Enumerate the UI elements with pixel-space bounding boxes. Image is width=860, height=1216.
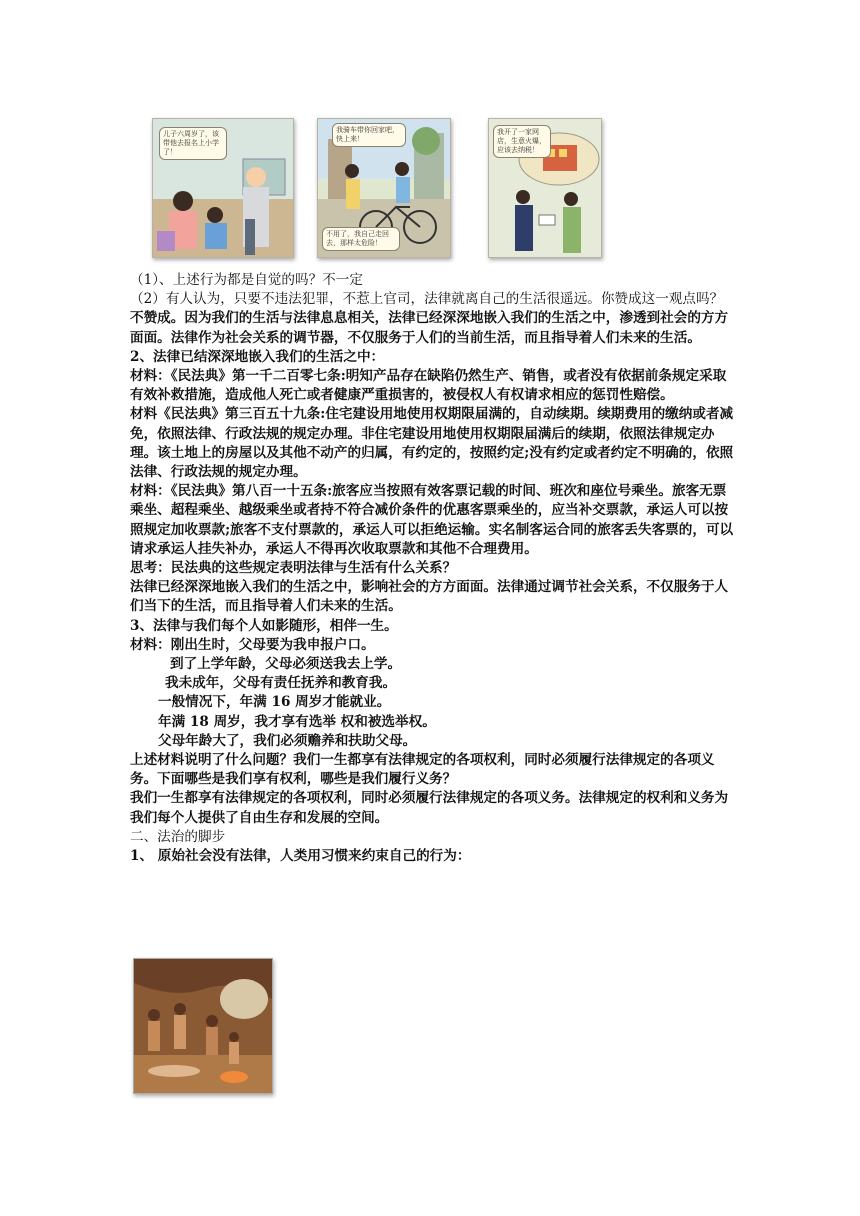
section-2-title: 2、法律已结深深地嵌入我们的生活之中： (130, 348, 385, 365)
primitive-society-image (133, 958, 273, 1094)
illustration-online-shop-tax (488, 118, 602, 258)
life-line-2: 到了上学年龄，父母必须送我去上学。 (170, 656, 402, 673)
section-3-question: 上述材料说明了什么问题？我们一生都享有法律规定的各项权利，同时必须履行法律规定的各项义务。下面哪些是我们享有权利，哪些是我们履行义务？ (130, 752, 715, 788)
life-line-1: 材料：刚出生时，父母要为我申报户口。 (130, 636, 375, 653)
think-question: 思考：民法典的这些规定表明法律与生活有什么关系？ (130, 560, 457, 577)
part-2-title: 二、法治的脚步 (130, 828, 226, 845)
material-1207: 材料：《民法典》第一千二百零七条:明知产品存在缺陷仍然生产、销售，或者没有依据前条规定采取有效补救措施，造成他人死亡或者健康严重损害的，被侵权人有权请求相应的惩罚性赔偿。 (130, 368, 727, 404)
life-line-4: 一般情况下，年满 16 周岁才能就业。 (158, 694, 391, 711)
speech-bubble-top: 我骑车带你回家吧，快上来！ (332, 123, 406, 147)
illustration-row (150, 118, 610, 260)
illustration-bicycle (317, 118, 451, 258)
document-body (130, 271, 736, 866)
speech-bubble: 我开了一家网店，生意火爆，应该去纳税！ (493, 125, 551, 158)
section-3-answer: 我们一生都享有法律规定的各项权利，同时必须履行法律规定的各项义务。法律规定的权利和义务为我们每个人提供了自由生存和发展的空间。 (130, 790, 729, 826)
section-3-title: 3、法律与我们每个人如影随形，相伴一生。 (130, 617, 398, 634)
answer-2: 不赞成。因为我们的生活与法律息息相关，法律已经深深地嵌入我们的生活之中，渗透到社会的方方面面。法律作为社会关系的调节器，不仅服务于人们的当前生活，而且指导着人们未来的生活。 (130, 310, 729, 346)
speech-bubble: 儿子六周岁了，该带他去报名上小学了！ (159, 127, 227, 160)
part-2-item-1: 1、 原始社会没有法律，人类用习惯来约束自己的行为： (130, 848, 471, 865)
life-line-3: 我未成年，父母有责任抚养和教育我。 (165, 675, 397, 692)
question-1: （1）、上述行为都是自觉的吗？不一定 (130, 272, 363, 288)
life-line-6: 父母年龄大了，我们必须赡养和扶助父母。 (158, 732, 417, 749)
think-answer: 法律已经深深地嵌入我们的生活之中，影响社会的方方面面。法律通过调节社会关系，不仅服务于人们当下的生活，而且指导着人们未来的生活。 (130, 579, 729, 615)
speech-bubble-bottom: 不用了，我自己走回去，那样太危险！ (322, 227, 400, 251)
question-2: （2）有人认为，只要不违法犯罪，不惹上官司，法律就离自己的生活很遥远。你赞成这一观点吗？ (130, 291, 724, 308)
material-815: 材料：《民法典》第八百一十五条:旅客应当按照有效客票记载的时间、班次和座位号乘坐。旅客无票乘坐、超程乘坐、越级乘坐或者持不符合减价条件的优惠客票乘坐的，应当补交票款，承运人可以按照规定加收票款;旅客不支付票款的，承运人可以拒绝运输。实名制客运合同的旅客丢失客票的，可以请求承运人挂失补办，承运人不得再次收取票款和其他不合理费用。 (130, 483, 734, 557)
life-line-5: 年满 18 周岁，我才享有选举 权和被选举权。 (158, 713, 436, 730)
material-359: 材料《民法典》第三百五十九条:住宅建设用地使用权期限届满的，自动续期。续期费用的缴纳或者减免，依照法律、行政法规的规定办理。非住宅建设用地使用权期限届满后的续期，依照法律规定办理。该土地上的房屋以及其他不动产的归属，有约定的，按照约定;没有约定或者约定不明确的，依照法律、行政法规的规定办理。 (130, 406, 734, 481)
illustration-school-registration (152, 118, 294, 258)
